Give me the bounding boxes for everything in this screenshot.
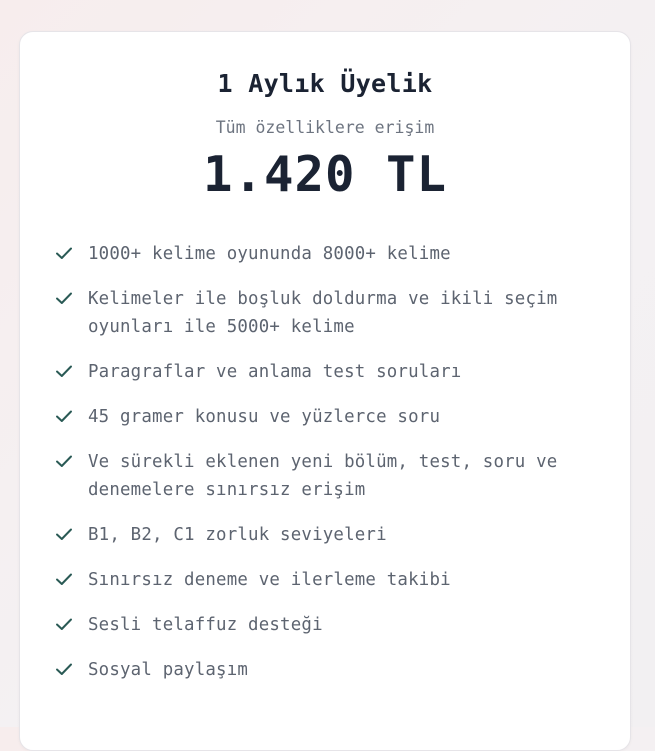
feature-item [54,240,614,268]
feature-text: Sosyal paylaşım [88,660,249,680]
feature-item [54,656,614,684]
feature-text: 1000+ kelime oyununda 8000+ kelime [88,244,451,264]
pricing-card [19,31,631,751]
plan-price: 1.420 TL [202,146,447,203]
feature-text: B1, B2, C1 zorluk seviyeleri [88,525,387,545]
check-icon [54,288,74,308]
feature-text: Kelimeler ile boşluk doldurma ve ikili seçim oyunları ile 5000+ kelime [88,289,558,337]
feature-item [54,521,614,549]
check-icon [54,614,74,634]
plan-subtitle: Tüm özelliklere erişim [215,118,435,137]
check-icon [54,524,74,544]
feature-text: Paragraflar ve anlama test soruları [88,362,462,382]
feature-item [54,611,614,639]
plan-title: 1 Aylık Üyelik [217,69,433,98]
check-icon [54,451,74,471]
check-icon [54,361,74,381]
check-icon [54,243,74,263]
feature-item [54,358,614,386]
feature-text: 45 gramer konusu ve yüzlerce soru [88,407,441,427]
feature-item [54,448,614,504]
feature-item [54,566,614,594]
feature-text: Sınırsız deneme ve ilerleme takibi [88,570,451,590]
check-icon [54,406,74,426]
feature-item [54,285,614,341]
check-icon [54,659,74,679]
feature-list [54,240,614,701]
check-icon [54,569,74,589]
feature-text: Ve sürekli eklenen yeni bölüm, test, soru ve denemelere sınırsız erişim [88,452,558,500]
feature-item [54,403,614,431]
feature-text: Sesli telaffuz desteği [88,615,323,635]
